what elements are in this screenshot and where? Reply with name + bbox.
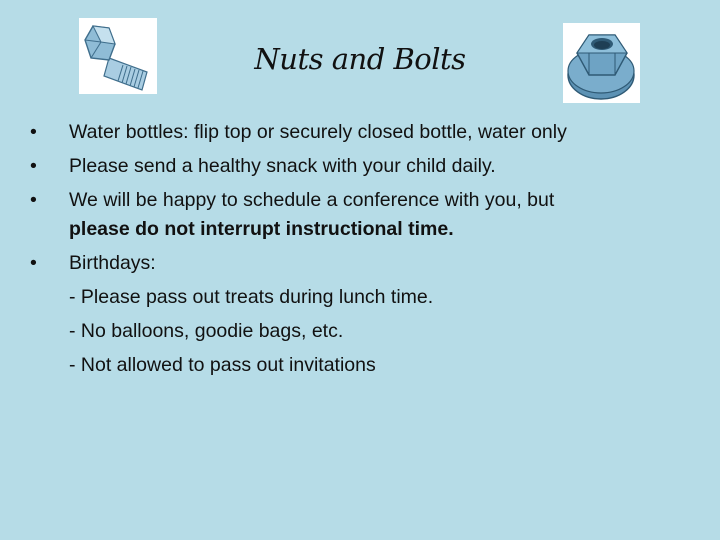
bullet-emphasis: please do not interrupt instructional time.	[69, 218, 454, 240]
sub-item: - Not allowed to pass out invitations	[69, 354, 376, 376]
list-item	[30, 249, 690, 380]
bullet-text: We will be happy to schedule a conference with you, but	[69, 189, 555, 211]
bolt-image	[79, 18, 157, 94]
slide-title: Nuts and Bolts	[254, 42, 466, 76]
bullet-text: Water bottles: flip top or securely closed bottle, water only	[69, 121, 567, 143]
sub-item: - Please pass out treats during lunch time.	[69, 286, 434, 308]
list-item	[30, 152, 690, 181]
bullet-list	[30, 118, 690, 385]
sub-item: - No balloons, goodie bags, etc.	[69, 320, 344, 342]
bullet-marker: •	[30, 252, 37, 274]
list-item	[30, 186, 690, 244]
hex-bolt-icon	[79, 18, 157, 94]
bullet-marker: •	[30, 155, 37, 177]
bullet-marker: •	[30, 121, 37, 143]
bullet-text: Birthdays:	[69, 252, 156, 274]
list-item	[30, 118, 690, 147]
hex-flange-nut-icon	[563, 23, 640, 103]
bullet-marker: •	[30, 189, 37, 211]
bullet-text: Please send a healthy snack with your child daily.	[69, 155, 496, 177]
nut-image	[563, 23, 640, 103]
